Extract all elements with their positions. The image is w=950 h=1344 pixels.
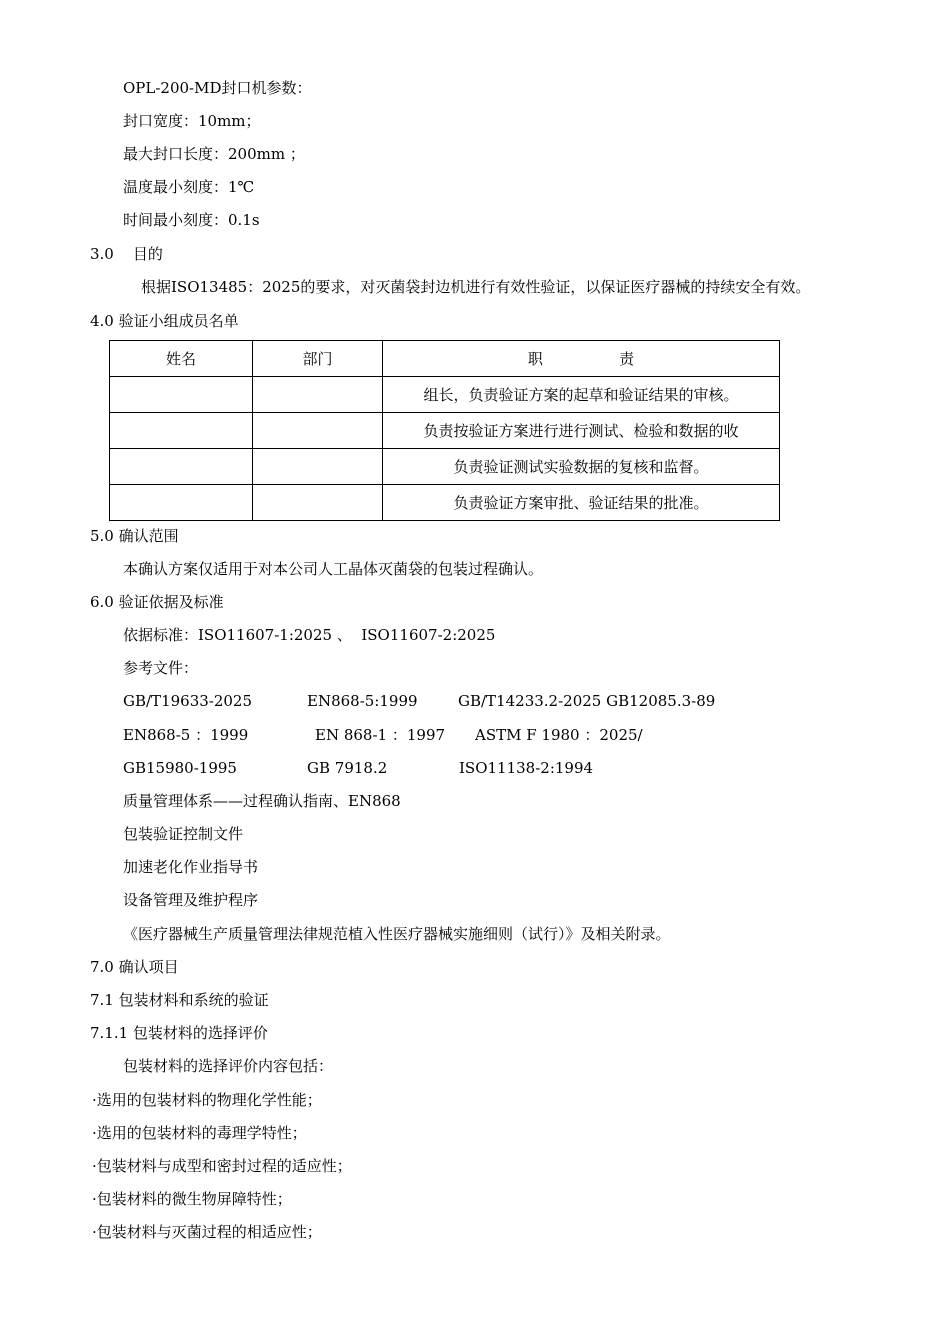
duty-cell: 负责按验证方案进行进行测试、检验和数据的收 [383, 413, 780, 449]
reference-item: GB15980-1995 [123, 759, 237, 777]
section-3-body: 根据ISO13485：2025的要求，对灭菌袋封边机进行有效性验证，以保证医疗器械的持续安全有效。 [141, 278, 811, 296]
reference-item: GB/T14233.2-2025 GB12085.3-89 [458, 692, 716, 710]
reference-label: 参考文件： [123, 659, 199, 677]
reference-item: EN868-5:1999 [307, 692, 418, 710]
section-3-heading: 3.0 目的 [90, 245, 163, 263]
reference-doc: 加速老化作业指导书 [123, 858, 259, 876]
reference-doc: 包装验证控制文件 [123, 825, 244, 843]
bullet-item: ·选用的包装材料的毒理学特性； [92, 1124, 307, 1142]
section-5-body: 本确认方案仅适用于对本公司人工晶体灭菌袋的包装过程确认。 [123, 560, 544, 578]
param-temp: 温度最小刻度：1℃ [123, 178, 255, 196]
header-department: 部门 [253, 341, 383, 377]
param-max-length: 最大封口长度：200mm ； [123, 145, 305, 163]
param-time: 时间最小刻度：0.1s [123, 211, 260, 229]
duty-cell: 负责验证方案审批、验证结果的批准。 [383, 485, 780, 521]
reference-item: EN868-5 ：1999 [123, 726, 249, 744]
reference-item: ASTM F 1980 ：2025/ [475, 726, 643, 744]
section-7-1-1-heading: 7.1.1 包装材料的选择评价 [90, 1024, 268, 1042]
duty-cell: 组长，负责验证方案的起草和验证结果的审核。 [383, 377, 780, 413]
header-name: 姓名 [110, 341, 253, 377]
table-row [110, 413, 780, 449]
bullet-item: ·包装材料与成型和密封过程的适应性； [92, 1157, 352, 1175]
reference-item: GB/T19633-2025 [123, 692, 253, 710]
reference-doc: 设备管理及维护程序 [123, 891, 259, 909]
bullet-item: ·包装材料与灭菌过程的相适应性； [92, 1223, 322, 1241]
reference-item: EN 868-1 ：1997 [315, 726, 446, 744]
section-7-1-heading: 7.1 包装材料和系统的验证 [90, 991, 269, 1009]
param-title: OPL-200-MD封口机参数： [123, 79, 312, 97]
section-7-intro: 包装材料的选择评价内容包括： [123, 1057, 334, 1075]
header-duty: 职 责 [383, 341, 780, 377]
reference-doc: 质量管理体系——过程确认指南、EN868 [123, 792, 401, 810]
table-row [110, 449, 780, 485]
reference-item: ISO11138-2:1994 [459, 759, 594, 777]
duty-cell: 负责验证测试实验数据的复核和监督。 [383, 449, 780, 485]
section-7-heading: 7.0 确认项目 [90, 958, 179, 976]
bullet-item: ·选用的包装材料的物理化学性能； [92, 1091, 322, 1109]
regulation-line: 《医疗器械生产质量管理法律规范植入性医疗器械实施细则（试行）》及相关附录。 [123, 925, 671, 943]
standard-line: 依据标准：ISO11607-1:2025 、 ISO11607-2:2025 [123, 626, 496, 644]
table-row [110, 377, 780, 413]
members-table [109, 340, 780, 521]
section-6-heading: 6.0 验证依据及标准 [90, 593, 224, 611]
bullet-item: ·包装材料的微生物屏障特性； [92, 1190, 292, 1208]
section-5-heading: 5.0 确认范围 [90, 527, 179, 545]
table-header-row [110, 341, 780, 377]
param-width: 封口宽度：10mm； [123, 112, 261, 130]
section-4-heading: 4.0 验证小组成员名单 [90, 312, 239, 330]
reference-item: GB 7918.2 [307, 759, 388, 777]
table-row [110, 485, 780, 521]
